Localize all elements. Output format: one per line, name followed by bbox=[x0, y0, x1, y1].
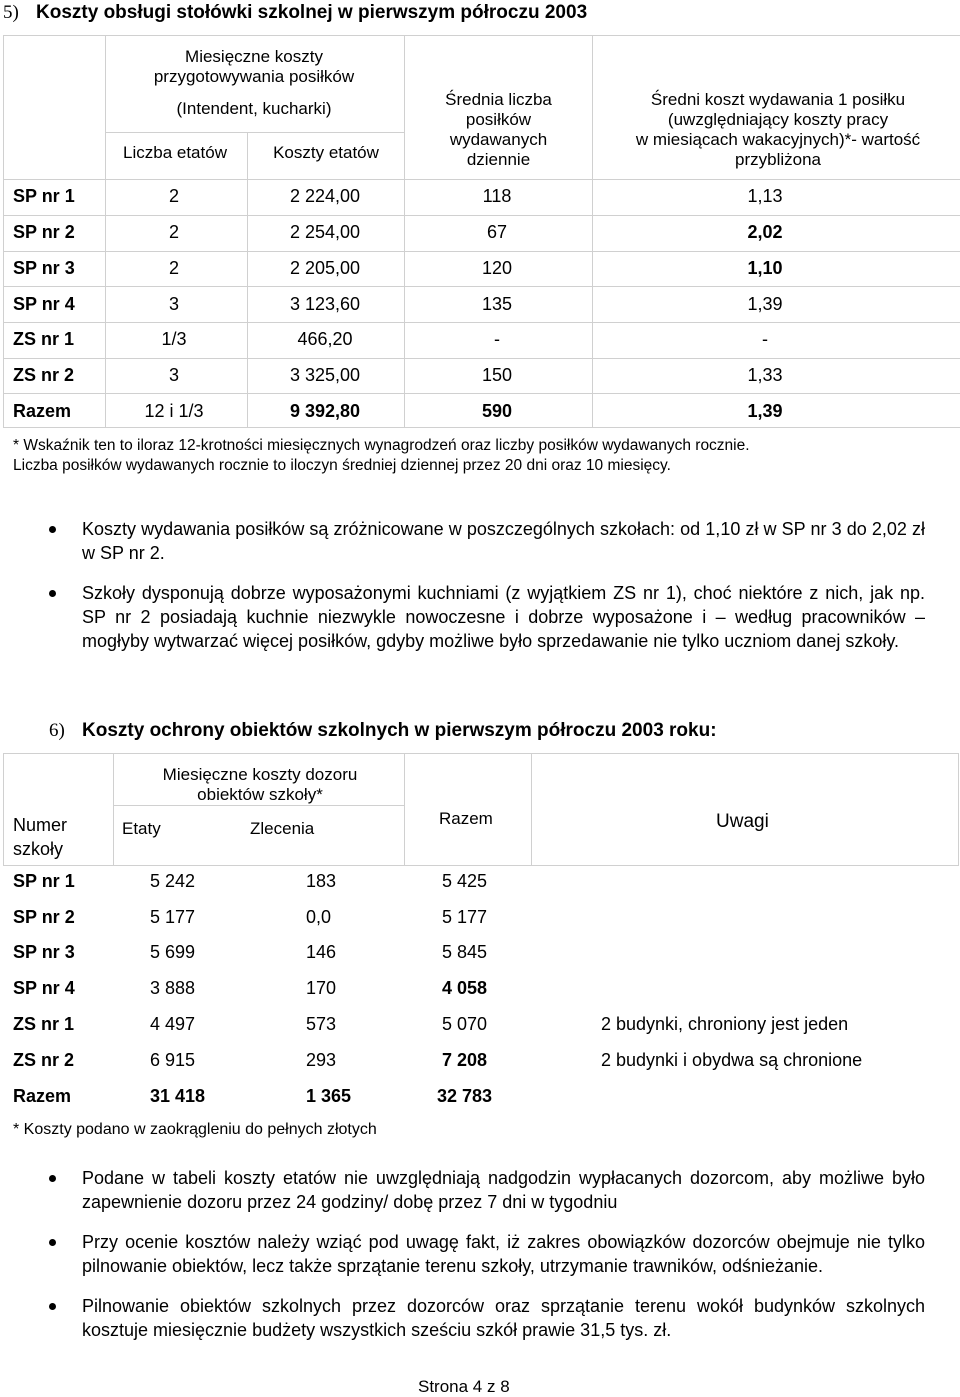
row-total: 7 208 bbox=[442, 1050, 488, 1070]
bullet-icon bbox=[49, 526, 56, 533]
canteen-footnote-1: * Wskaźnik ten to iloraz 12-krotności miesięcznych wynagrodzeń oraz liczby posiłków wydawanych rocznie. bbox=[13, 437, 750, 454]
list-item: Koszty wydawania posiłków są zróżnicowane w poszczególnych szkołach: od 1,10 zł w SP nr 3 do 2,02 zł w SP nr 2. bbox=[82, 517, 925, 565]
row-staff-count: 12 i 1/3 bbox=[144, 401, 204, 421]
row-staff-cost: 466,20 bbox=[297, 329, 353, 349]
row-avg-cost: 1,39 bbox=[747, 294, 783, 314]
guard-group-header: Miesięczne koszty dozoru obiektów szkoły* bbox=[162, 765, 358, 804]
canteen-bullets bbox=[82, 517, 925, 669]
row-orders: 183 bbox=[306, 871, 337, 891]
row-school-name: SP nr 1 bbox=[13, 186, 75, 206]
col-avg-cost-header: Średni koszt wydawania 1 posiłku (uwzględniający koszty pracy w miesiącach wakacyjnych)*- wartość przybliżona bbox=[635, 90, 921, 169]
row-school-name: SP nr 3 bbox=[13, 942, 75, 962]
row-staff-cost: 9 392,80 bbox=[289, 401, 361, 421]
list-item: Pilnowanie obiektów szkolnych przez dozorców oraz sprzątanie terenu wokół budynków szkolnych kosztuje miesięcznie budżety wszystkich sześciu szkół prawie 31,5 tys. zł. bbox=[82, 1294, 925, 1342]
col-jobs-header: Etaty bbox=[122, 819, 161, 838]
row-total: 5 845 bbox=[442, 942, 488, 962]
row-avg-cost: 1,39 bbox=[747, 401, 783, 421]
row-staff-count: 2 bbox=[168, 186, 180, 206]
row-jobs: 3 888 bbox=[150, 978, 196, 998]
row-jobs: 6 915 bbox=[150, 1050, 196, 1070]
section-6-number: 6) bbox=[49, 720, 65, 741]
row-school-name: ZS nr 1 bbox=[13, 1014, 75, 1034]
guard-footnote: * Koszty podano w zaokrągleniu do pełnych złotych bbox=[13, 1121, 377, 1138]
bullet-icon bbox=[49, 590, 56, 597]
row-orders: 0,0 bbox=[306, 907, 332, 927]
row-orders: 146 bbox=[306, 942, 337, 962]
row-school-name: SP nr 2 bbox=[13, 222, 75, 242]
row-school-name: ZS nr 1 bbox=[13, 329, 75, 349]
col-total-header: Razem bbox=[439, 809, 493, 828]
bullet-icon bbox=[49, 1303, 56, 1310]
row-school-name: ZS nr 2 bbox=[13, 365, 75, 385]
row-notes: 2 budynki, chroniony jest jeden bbox=[601, 1014, 849, 1034]
row-school-name: SP nr 2 bbox=[13, 907, 75, 927]
list-item: Szkoły dysponują dobrze wyposażonymi kuchniami (z wyjątkiem ZS nr 1), choć niektóre z nich, jak np. SP nr 2 posiadają kuchnie niezwykle nowoczesne i dobrze wyposażone i – według pracowników – mogłyby wytwarzać więcej posiłków, gdyby możliwe było sprzedawanie nie tylko uczniom danej szkoły. bbox=[82, 581, 925, 653]
row-staff-cost: 3 123,60 bbox=[289, 294, 361, 314]
row-staff-cost: 3 325,00 bbox=[289, 365, 361, 385]
col-orders-header: Zlecenia bbox=[250, 819, 315, 838]
row-avg-cost: - bbox=[762, 329, 768, 349]
row-staff-count: 2 bbox=[168, 222, 180, 242]
row-avg-cost: 1,10 bbox=[747, 258, 783, 278]
page-number: Strona 4 z 8 bbox=[418, 1377, 510, 1396]
row-jobs: 5 699 bbox=[150, 942, 196, 962]
row-staff-cost: 2 224,00 bbox=[289, 186, 361, 206]
bullet-icon bbox=[49, 1239, 56, 1246]
row-jobs: 31 418 bbox=[150, 1086, 206, 1106]
row-avg-cost: 1,33 bbox=[747, 365, 783, 385]
col-school-header: Numer szkoły bbox=[13, 815, 68, 859]
row-total: 32 783 bbox=[437, 1086, 493, 1106]
section-6-title: Koszty ochrony obiektów szkolnych w pierwszym półroczu 2003 roku: bbox=[82, 720, 717, 741]
canteen-group-header: Miesięczne koszty przygotowywania posiłków (Intendent, kucharki) bbox=[153, 47, 355, 118]
guard-bullets bbox=[82, 1166, 925, 1358]
row-staff-cost: 2 205,00 bbox=[289, 258, 361, 278]
row-notes: 2 budynki i obydwa są chronione bbox=[601, 1050, 863, 1070]
row-staff-count: 1/3 bbox=[161, 329, 187, 349]
row-jobs: 4 497 bbox=[150, 1014, 196, 1034]
row-staff-count: 3 bbox=[168, 365, 180, 385]
row-school-name: ZS nr 2 bbox=[13, 1050, 75, 1070]
row-orders: 170 bbox=[306, 978, 337, 998]
row-orders: 293 bbox=[306, 1050, 337, 1070]
col-avg-meals-header: Średnia liczba posiłków wydawanych dziennie bbox=[445, 90, 552, 169]
row-total: 4 058 bbox=[442, 978, 488, 998]
row-avg-meals: 135 bbox=[481, 294, 513, 314]
list-item: Podane w tabeli koszty etatów nie uwzględniają nadgodzin wypłacanych dozorcom, aby możliwe było zapewnienie dozoru przez 24 godziny/ dobę przez 7 dni w tygodniu bbox=[82, 1166, 925, 1214]
row-avg-meals: 120 bbox=[481, 258, 513, 278]
col-staff-cost-header: Koszty etatów bbox=[273, 143, 379, 162]
row-avg-meals: 590 bbox=[481, 401, 513, 421]
row-staff-count: 2 bbox=[168, 258, 180, 278]
row-total: 5 070 bbox=[442, 1014, 488, 1034]
section-5-number: 5) bbox=[3, 2, 19, 23]
section-5-title: Koszty obsługi stołówki szkolnej w pierwszym półroczu 2003 bbox=[36, 2, 588, 23]
row-staff-count: 3 bbox=[168, 294, 180, 314]
row-school-name: SP nr 3 bbox=[13, 258, 75, 278]
section-6-heading bbox=[49, 720, 717, 742]
row-school-name: SP nr 4 bbox=[13, 294, 75, 314]
row-orders: 573 bbox=[306, 1014, 337, 1034]
row-staff-cost: 2 254,00 bbox=[289, 222, 361, 242]
row-avg-cost: 1,13 bbox=[747, 186, 783, 206]
row-orders: 1 365 bbox=[306, 1086, 352, 1106]
row-avg-cost: 2,02 bbox=[747, 222, 783, 242]
row-total: 5 177 bbox=[442, 907, 488, 927]
row-jobs: 5 177 bbox=[150, 907, 196, 927]
row-school-name: Razem bbox=[13, 1086, 72, 1106]
row-avg-meals: 150 bbox=[481, 365, 513, 385]
bullet-icon bbox=[49, 1175, 56, 1182]
row-school-name: Razem bbox=[13, 401, 72, 421]
row-school-name: SP nr 1 bbox=[13, 871, 75, 891]
col-notes-header: Uwagi bbox=[716, 811, 769, 832]
row-jobs: 5 242 bbox=[150, 871, 196, 891]
row-avg-meals: 118 bbox=[482, 186, 512, 206]
section-5-heading bbox=[3, 2, 587, 24]
row-total: 5 425 bbox=[442, 871, 488, 891]
col-staff-count-header: Liczba etatów bbox=[123, 143, 227, 162]
row-avg-meals: - bbox=[494, 329, 500, 349]
canteen-footnote-2: Liczba posiłków wydawanych rocznie to iloczyn średniej dziennej przez 20 dni oraz 10 miesięcy. bbox=[13, 457, 671, 474]
list-item: Przy ocenie kosztów należy wziąć pod uwagę fakt, iż zakres obowiązków dozorców obejmuje nie tylko pilnowanie obiektów, lecz także sprzątanie terenu szkoły, utrzymanie trawników, odśnieżanie. bbox=[82, 1230, 925, 1278]
row-school-name: SP nr 4 bbox=[13, 978, 75, 998]
row-avg-meals: 67 bbox=[486, 222, 508, 242]
